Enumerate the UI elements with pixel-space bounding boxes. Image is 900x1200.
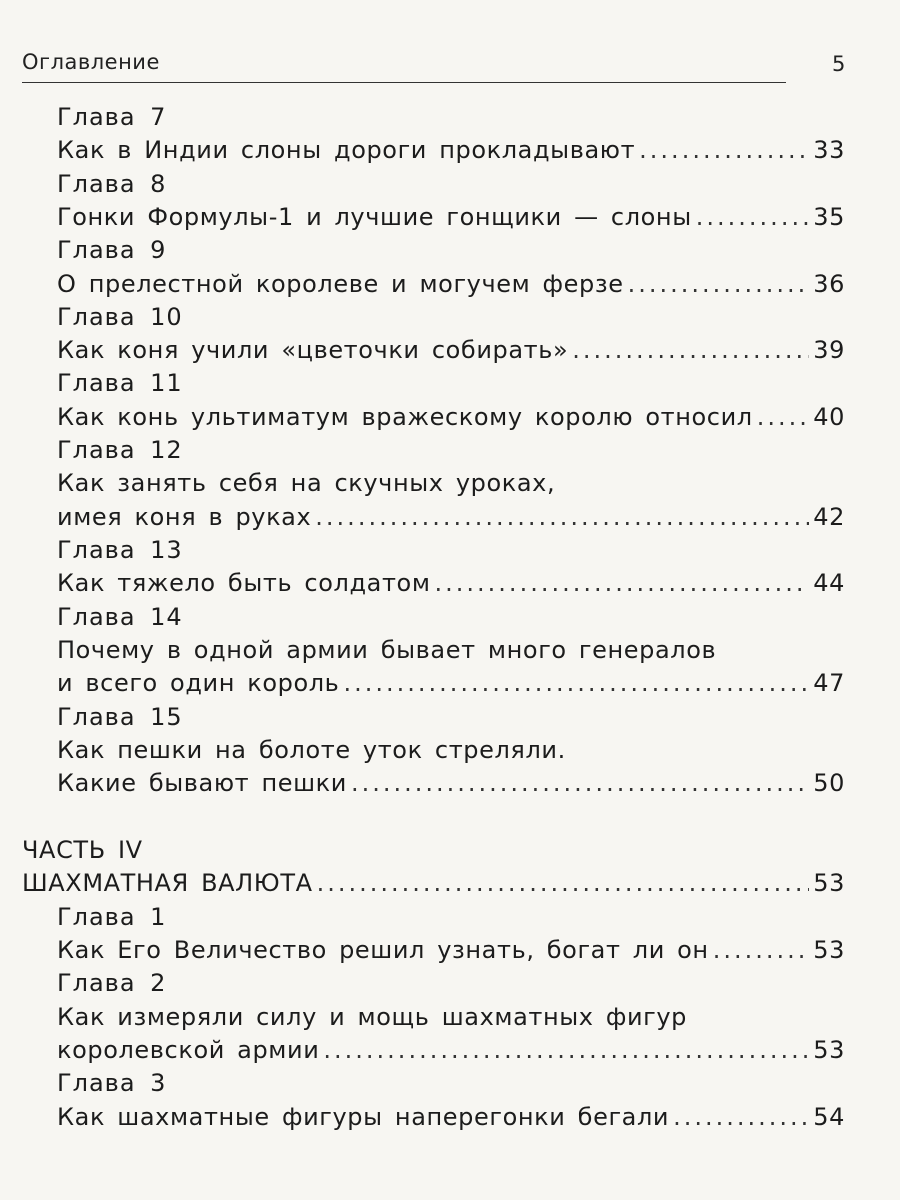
toc-line-chapter xyxy=(57,236,845,269)
dot-leader xyxy=(351,769,809,797)
chapter-label: Глава 11 xyxy=(57,369,183,397)
dot-leader xyxy=(315,503,809,531)
entry-title: Как Его Величество решил узнать, богат ли он xyxy=(57,936,709,964)
entry-page-number: 47 xyxy=(813,669,845,697)
chapter-label: Глава 13 xyxy=(57,536,183,564)
chapter-label: Глава 10 xyxy=(57,303,183,331)
toc-line-chapter xyxy=(57,1069,845,1102)
entry-title: Как занять себя на скучных уроках, xyxy=(57,469,556,497)
dot-leader xyxy=(673,1103,809,1131)
chapter-label: Глава 1 xyxy=(57,903,167,931)
toc-line-chapter xyxy=(57,703,845,736)
entry-title: Какие бывают пешки xyxy=(57,769,347,797)
part-label: ЧАСТЬ IV xyxy=(22,836,143,864)
entry-title: Как в Индии слоны дороги прокладывают xyxy=(57,136,636,164)
dot-leader xyxy=(572,336,809,364)
entry-page-number: 33 xyxy=(813,136,845,164)
toc-line-title xyxy=(57,569,845,602)
toc-line-title xyxy=(57,403,845,436)
entry-title: Как тяжело быть солдатом xyxy=(57,569,431,597)
chapter-label: Глава 2 xyxy=(57,969,167,997)
toc-line-chapter xyxy=(57,103,845,136)
toc-line-part-title xyxy=(22,869,845,902)
toc-line-title xyxy=(57,1103,845,1136)
toc-line-chapter xyxy=(57,903,845,936)
toc-line-text xyxy=(57,1003,845,1036)
chapter-label: Глава 15 xyxy=(57,703,183,731)
dot-leader xyxy=(696,203,809,231)
entry-title: О прелестной королеве и могучем ферзе xyxy=(57,270,624,298)
toc-line-title xyxy=(57,669,845,702)
toc-line-text xyxy=(57,736,845,769)
entry-page-number: 40 xyxy=(813,403,845,431)
entry-title: Как измеряли силу и мощь шахматных фигур xyxy=(57,1003,687,1031)
entry-title: Как конь ультиматум вражескому королю относил xyxy=(57,403,753,431)
chapter-label: Глава 14 xyxy=(57,603,183,631)
entry-title: и всего один король xyxy=(57,669,340,697)
entry-page-number: 36 xyxy=(813,270,845,298)
dot-leader xyxy=(628,270,810,298)
toc-line-chapter xyxy=(57,170,845,203)
entry-title: королевской армии xyxy=(57,1036,320,1064)
entry-title: ШАХМАТНАЯ ВАЛЮТА xyxy=(22,869,313,897)
toc-line-title xyxy=(57,936,845,969)
toc-line-chapter xyxy=(57,969,845,1002)
chapter-label: Глава 12 xyxy=(57,436,183,464)
dot-leader xyxy=(317,869,810,897)
toc-line-title xyxy=(57,336,845,369)
entry-title: Как шахматные фигуры наперегонки бегали xyxy=(57,1103,670,1131)
toc-line-title xyxy=(57,270,845,303)
toc-line-title xyxy=(57,769,845,802)
chapter-label: Глава 8 xyxy=(57,170,167,198)
toc-line-title xyxy=(57,203,845,236)
dot-leader xyxy=(323,1036,809,1064)
entry-page-number: 35 xyxy=(813,203,845,231)
toc-line-chapter xyxy=(57,436,845,469)
entry-page-number: 42 xyxy=(813,503,845,531)
chapter-label: Глава 7 xyxy=(57,103,167,131)
toc-line-title xyxy=(57,503,845,536)
dot-leader xyxy=(343,669,809,697)
toc-line-text xyxy=(57,469,845,502)
toc-line-part xyxy=(22,836,845,869)
entry-page-number: 50 xyxy=(813,769,845,797)
entry-page-number: 44 xyxy=(813,569,845,597)
entry-page-number: 53 xyxy=(813,1036,845,1064)
toc-line-title xyxy=(57,136,845,169)
entry-title: Гонки Формулы-1 и лучшие гонщики — слоны xyxy=(57,203,692,231)
running-header xyxy=(22,48,786,83)
entry-page-number: 39 xyxy=(813,336,845,364)
page-number: 5 xyxy=(832,52,846,76)
entry-title: Как пешки на болоте уток стреляли. xyxy=(57,736,566,764)
running-title: Оглавление xyxy=(22,50,160,74)
entry-title: имея коня в руках xyxy=(57,503,312,531)
toc-line-chapter xyxy=(57,369,845,402)
dot-leader xyxy=(757,403,810,431)
toc-line-title xyxy=(57,1036,845,1069)
entry-title: Почему в одной армии бывает много генералов xyxy=(57,636,717,664)
entry-page-number: 53 xyxy=(813,869,845,897)
toc-line-text xyxy=(57,636,845,669)
toc-line-chapter xyxy=(57,603,845,636)
toc-line-chapter xyxy=(57,536,845,569)
chapter-label: Глава 3 xyxy=(57,1069,167,1097)
chapter-label: Глава 9 xyxy=(57,236,167,264)
dot-leader xyxy=(435,569,810,597)
toc-line-chapter xyxy=(57,303,845,336)
entry-page-number: 53 xyxy=(813,936,845,964)
entry-page-number: 54 xyxy=(813,1103,845,1131)
dot-leader xyxy=(639,136,809,164)
dot-leader xyxy=(713,936,810,964)
entry-title: Как коня учили «цветочки собирать» xyxy=(57,336,569,364)
